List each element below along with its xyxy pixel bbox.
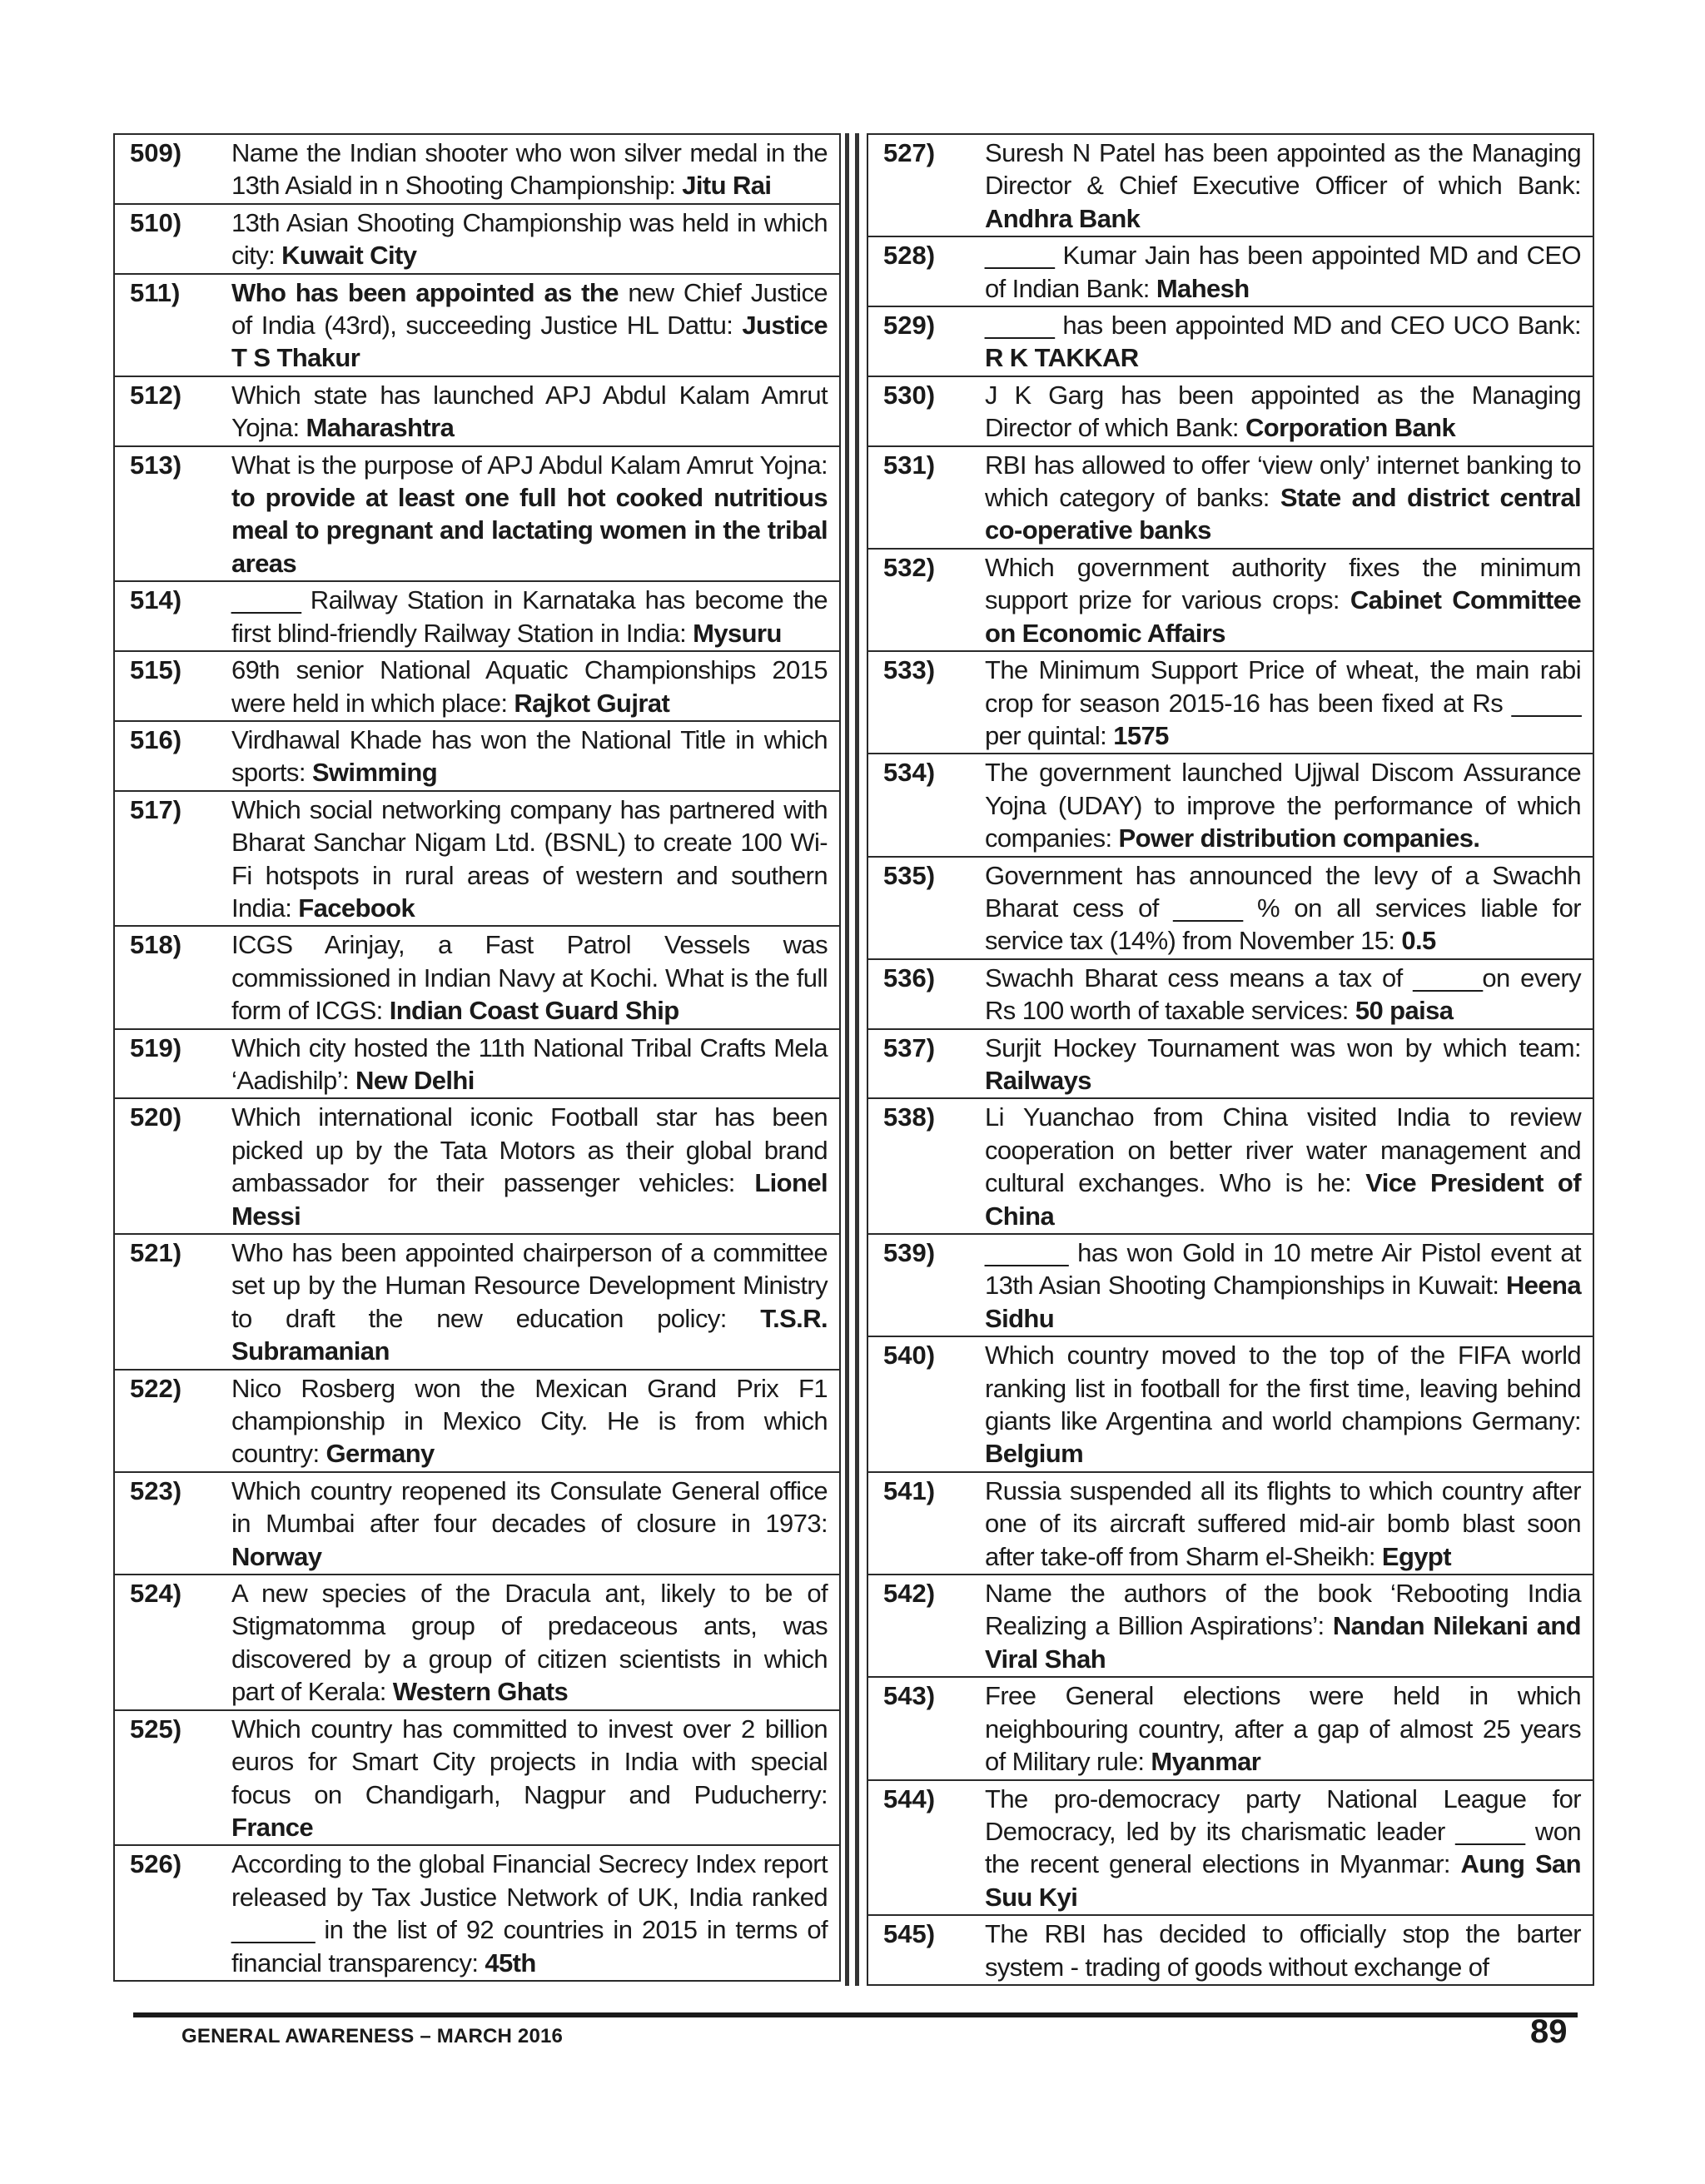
question-number: 532)	[883, 552, 936, 582]
question-text	[985, 858, 1593, 958]
question-row	[115, 1099, 839, 1235]
question-body: Which country has committed to invest over 2 billion euros for Smart City projects in India with special focus on Chandigarh, Nagpur and Puducherry:	[231, 1714, 828, 1809]
answer-text: T.S.R. Subramanian	[231, 1303, 828, 1366]
question-row	[115, 1846, 839, 1982]
question-body: The government launched Ujjwal Discom Assurance Yojna (UDAY) to improve the performance of which companies:	[985, 758, 1581, 853]
question-row	[115, 1575, 839, 1711]
question-body: Which country reopened its Consulate General office in Mumbai after four decades of closure in 1973:	[231, 1475, 828, 1539]
question-lead: Who has been appointed as the	[231, 277, 619, 307]
question-text	[231, 1473, 839, 1574]
answer-text: 50 paisa	[1355, 996, 1454, 1026]
answer-text: Nandan Nilekani and Viral Shah	[985, 1611, 1582, 1674]
question-body: According to the global Financial Secrecy Index report released by Tax Justice Network of UK, India ranked ______ in the list of 92 countries in 2015 in terms of financial transparency:	[231, 1849, 828, 1978]
question-text	[985, 1575, 1593, 1676]
question-number: 531)	[883, 450, 936, 480]
question-text	[985, 135, 1593, 236]
question-text	[231, 447, 839, 581]
question-number: 509)	[130, 138, 182, 167]
question-body: Nico Rosberg won the Mexican Grand Prix F1 championship in Mexico City. He is from which country:	[231, 1373, 828, 1469]
question-row	[868, 754, 1593, 857]
page-number: 89	[1530, 2013, 1568, 2050]
question-number: 533)	[883, 655, 936, 685]
question-number: 526)	[130, 1849, 182, 1879]
question-body: Who has been appointed chairperson of a committee set up by the Human Resource Development Ministry to draft the new education policy:	[231, 1238, 828, 1333]
question-text	[231, 652, 839, 720]
answer-text: Vice President of China	[985, 1168, 1581, 1231]
answer-text: New Delhi	[355, 1065, 475, 1095]
question-text	[985, 1337, 1593, 1471]
question-number: 542)	[883, 1579, 936, 1609]
answer-text: Belgium	[985, 1439, 1084, 1469]
question-text	[231, 1099, 839, 1233]
question-row	[115, 275, 839, 377]
answer-text: Aung San Suu Kyi	[985, 1849, 1581, 1912]
question-row	[868, 1030, 1593, 1100]
question-text	[231, 1846, 839, 1980]
answer-text: R K TAKKAR	[985, 343, 1139, 373]
question-number: 520)	[130, 1102, 182, 1132]
answer-text: Justice T S Thakur	[231, 311, 828, 373]
question-number: 521)	[130, 1238, 182, 1267]
question-text	[985, 1678, 1593, 1779]
question-row	[868, 1678, 1593, 1780]
question-row	[868, 237, 1593, 307]
question-body: ______ has won Gold in 10 metre Air Pistol event at 13th Asian Shooting Championships in Kuwait:	[985, 1238, 1581, 1301]
question-body: 69th senior National Aquatic Championships 2015 were held in which place:	[231, 655, 828, 718]
question-body: The pro-democracy party National League for Democracy, led by its charismatic leader _____ won the recent general elections in Myanmar:	[985, 1784, 1581, 1879]
question-body: The Minimum Support Price of wheat, the main rabi crop for season 2015-16 has been fixed at Rs _____ per quintal:	[985, 655, 1581, 750]
question-number: 514)	[130, 585, 182, 615]
question-body: Government has announced the levy of a Swachh Bharat cess of _____ % on all services liable for service tax (14%) from November 15:	[985, 860, 1581, 956]
question-text	[985, 1781, 1593, 1915]
question-body: Surjit Hockey Tournament was won by which team:	[985, 1032, 1581, 1062]
answer-text: Facebook	[298, 893, 415, 923]
question-body: RBI has allowed to offer ‘view only’ internet banking to which category of banks:	[985, 450, 1581, 513]
question-row	[115, 1371, 839, 1473]
question-row	[115, 1030, 839, 1100]
answer-text: Western Ghats	[392, 1677, 569, 1707]
question-row	[868, 1337, 1593, 1473]
question-text	[985, 1473, 1593, 1574]
question-text	[985, 237, 1593, 306]
question-number: 522)	[130, 1373, 182, 1403]
question-body: Russia suspended all its flights to which country after one of its aircraft suffered mid-air bomb blast soon after take-off from Sharm el-Sheikh:	[985, 1475, 1581, 1571]
question-body: Which social networking company has partnered with Bharat Sanchar Nigam Ltd. (BSNL) to create 100 Wi-Fi hotspots in rural areas of western and southern India:	[231, 794, 828, 923]
question-body: _____ Kumar Jain has been appointed MD and CEO of Indian Bank:	[985, 241, 1581, 303]
question-number: 527)	[883, 138, 936, 167]
question-text	[231, 1371, 839, 1471]
question-number: 541)	[883, 1475, 936, 1505]
question-text	[231, 582, 839, 650]
answer-text: Andhra Bank	[985, 203, 1141, 233]
question-body: _____ Railway Station in Karnataka has become the first blind-friendly Railway Station in India:	[231, 585, 828, 648]
question-row	[115, 1473, 839, 1575]
column-divider	[855, 133, 859, 1986]
answer-text: Germany	[326, 1439, 435, 1469]
question-body: A new species of the Dracula ant, likely to be of Stigmatomma group of predaceous ants, was discovered by a group of citizen scientists in which part of Kerala:	[231, 1579, 828, 1707]
question-text	[985, 447, 1593, 548]
footer-label: GENERAL AWARENESS – MARCH 2016	[181, 2025, 564, 2047]
question-row	[868, 960, 1593, 1030]
right-question-column	[867, 133, 1594, 1986]
question-row	[868, 135, 1593, 237]
question-text	[985, 1235, 1593, 1336]
answer-text: Indian Coast Guard Ship	[389, 996, 679, 1026]
question-number: 536)	[883, 963, 936, 993]
question-body: Suresh N Patel has been appointed as the Managing Director & Chief Executive Officer of which Bank:	[985, 138, 1581, 201]
question-row	[115, 1711, 839, 1847]
question-number: 519)	[130, 1032, 182, 1062]
question-row	[868, 377, 1593, 447]
question-row	[868, 1099, 1593, 1235]
question-text	[985, 550, 1593, 650]
question-row	[868, 652, 1593, 754]
question-body: Which city hosted the 11th National Tribal Crafts Mela ‘Aadishilp’:	[231, 1032, 828, 1095]
question-number: 543)	[883, 1681, 936, 1711]
question-body: Virdhawal Khade has won the National Title in which sports:	[231, 724, 828, 788]
question-text	[231, 1711, 839, 1845]
question-number: 537)	[883, 1032, 936, 1062]
question-body: Which government authority fixes the minimum support prize for various crops:	[985, 552, 1581, 615]
question-body: Which state has launched APJ Abdul Kalam Amrut Yojna:	[231, 380, 828, 443]
question-text	[231, 135, 839, 203]
question-text	[231, 275, 839, 376]
question-text	[985, 1099, 1593, 1233]
question-text	[231, 1235, 839, 1369]
question-body: _____ has been appointed MD and CEO UCO Bank:	[985, 311, 1581, 341]
question-body: J K Garg has been appointed as the Managing Director of which Bank:	[985, 380, 1581, 443]
question-number: 513)	[130, 450, 182, 480]
question-row	[115, 722, 839, 792]
answer-text: 1575	[1113, 720, 1169, 750]
question-number: 535)	[883, 860, 936, 890]
footer-rule	[133, 2012, 1578, 2017]
answer-text: 45th	[485, 1948, 536, 1978]
question-body: 13th Asian Shooting Championship was held in which city:	[231, 207, 828, 271]
question-text	[985, 754, 1593, 855]
question-number: 518)	[130, 930, 182, 960]
question-body: The RBI has decided to officially stop the barter system - trading of goods without exchange of	[985, 1919, 1581, 1982]
question-number: 523)	[130, 1475, 182, 1505]
answer-text: Kuwait City	[281, 241, 417, 271]
answer-text: Cabinet Committee on Economic Affairs	[985, 585, 1581, 648]
question-body: ICGS Arinjay, a Fast Patrol Vessels was commissioned in Indian Navy at Kochi. What is the full form of ICGS:	[231, 930, 828, 1026]
question-text	[985, 652, 1593, 753]
question-number: 525)	[130, 1714, 182, 1744]
answer-text: Jitu Rai	[682, 171, 772, 201]
question-row	[868, 858, 1593, 960]
question-number: 544)	[883, 1784, 936, 1813]
question-row	[868, 550, 1593, 652]
answer-text: Lionel Messi	[231, 1168, 828, 1231]
question-number: 516)	[130, 724, 182, 754]
answer-text: Swimming	[311, 758, 438, 788]
question-number: 524)	[130, 1579, 182, 1609]
question-text	[985, 1030, 1593, 1098]
question-text	[231, 377, 839, 445]
answer-text: State and district central co-operative banks	[985, 483, 1581, 545]
question-row	[115, 1235, 839, 1371]
question-text	[985, 377, 1593, 445]
answer-text: to provide at least one full hot cooked nutritious meal to pregnant and lactating women in the tribal areas	[231, 483, 828, 578]
question-body: What is the purpose of APJ Abdul Kalam Amrut Yojna:	[231, 450, 828, 480]
question-row	[868, 1916, 1593, 1986]
question-row	[868, 1575, 1593, 1678]
question-row	[868, 307, 1593, 377]
question-body: new Chief Justice of India (43rd), succeeding Justice HL Dattu:	[231, 277, 828, 341]
question-number: 534)	[883, 758, 936, 788]
question-number: 538)	[883, 1102, 936, 1132]
answer-text: Egypt	[1381, 1541, 1451, 1571]
question-number: 512)	[130, 380, 182, 410]
answer-text: Power distribution companies.	[1118, 823, 1480, 853]
question-number: 515)	[130, 655, 182, 685]
question-body: Which international iconic Football star has been picked up by the Tata Motors as their global brand ambassador for their passenger vehicles:	[231, 1102, 828, 1198]
question-row	[868, 1235, 1593, 1337]
answer-text: France	[231, 1812, 314, 1842]
question-number: 545)	[883, 1919, 936, 1949]
answer-text: Heena Sidhu	[985, 1271, 1581, 1333]
question-row	[115, 447, 839, 583]
question-text	[231, 1575, 839, 1709]
question-text	[231, 1030, 839, 1098]
question-body: Li Yuanchao from China visited India to review cooperation on better river water management and cultural exchanges. Who is he:	[985, 1102, 1581, 1198]
answer-text: Mysuru	[693, 618, 782, 648]
answer-text: Mahesh	[1156, 273, 1250, 303]
answer-text: Maharashtra	[306, 413, 455, 443]
question-row	[868, 1473, 1593, 1575]
question-number: 511)	[130, 277, 181, 307]
question-number: 517)	[130, 794, 182, 824]
answer-text: Corporation Bank	[1245, 413, 1456, 443]
question-row	[115, 792, 839, 928]
question-text	[231, 205, 839, 273]
question-text	[985, 960, 1593, 1028]
question-body: Name the Indian shooter who won silver medal in the 13th Asiald in n Shooting Championship:	[231, 138, 828, 201]
question-text	[985, 307, 1593, 376]
column-divider	[845, 133, 849, 1986]
question-row	[868, 1781, 1593, 1917]
question-number: 539)	[883, 1238, 936, 1267]
question-row	[115, 927, 839, 1029]
question-body: Which country moved to the top of the FIFA world ranking list in football for the first time, leaving behind giants like Argentina and world champions Germany:	[985, 1341, 1581, 1436]
question-body: Name the authors of the book ‘Rebooting India Realizing a Billion Aspirations’:	[985, 1579, 1581, 1641]
question-number: 540)	[883, 1341, 936, 1371]
question-text	[231, 792, 839, 926]
question-row	[115, 135, 839, 205]
question-row	[868, 447, 1593, 550]
question-row	[115, 377, 839, 447]
answer-text: Rajkot Gujrat	[514, 688, 670, 718]
question-body: Free General elections were held in which neighbouring country, after a gap of almost 25 years of Military rule:	[985, 1681, 1581, 1777]
answer-text: Norway	[231, 1541, 322, 1571]
question-row	[115, 582, 839, 652]
answer-text: 0.5	[1401, 926, 1436, 956]
question-row	[115, 205, 839, 275]
question-number: 529)	[883, 311, 936, 341]
question-text	[985, 1916, 1593, 1984]
question-text	[231, 722, 839, 790]
left-question-column	[113, 133, 841, 1982]
answer-text: Railways	[985, 1065, 1091, 1095]
question-row	[115, 652, 839, 722]
question-number: 510)	[130, 207, 182, 237]
answer-text: Myanmar	[1151, 1747, 1261, 1777]
question-number: 528)	[883, 241, 936, 271]
question-number: 530)	[883, 380, 936, 410]
question-text	[231, 927, 839, 1027]
question-body: Swachh Bharat cess means a tax of _____on every Rs 100 worth of taxable services:	[985, 963, 1581, 1026]
